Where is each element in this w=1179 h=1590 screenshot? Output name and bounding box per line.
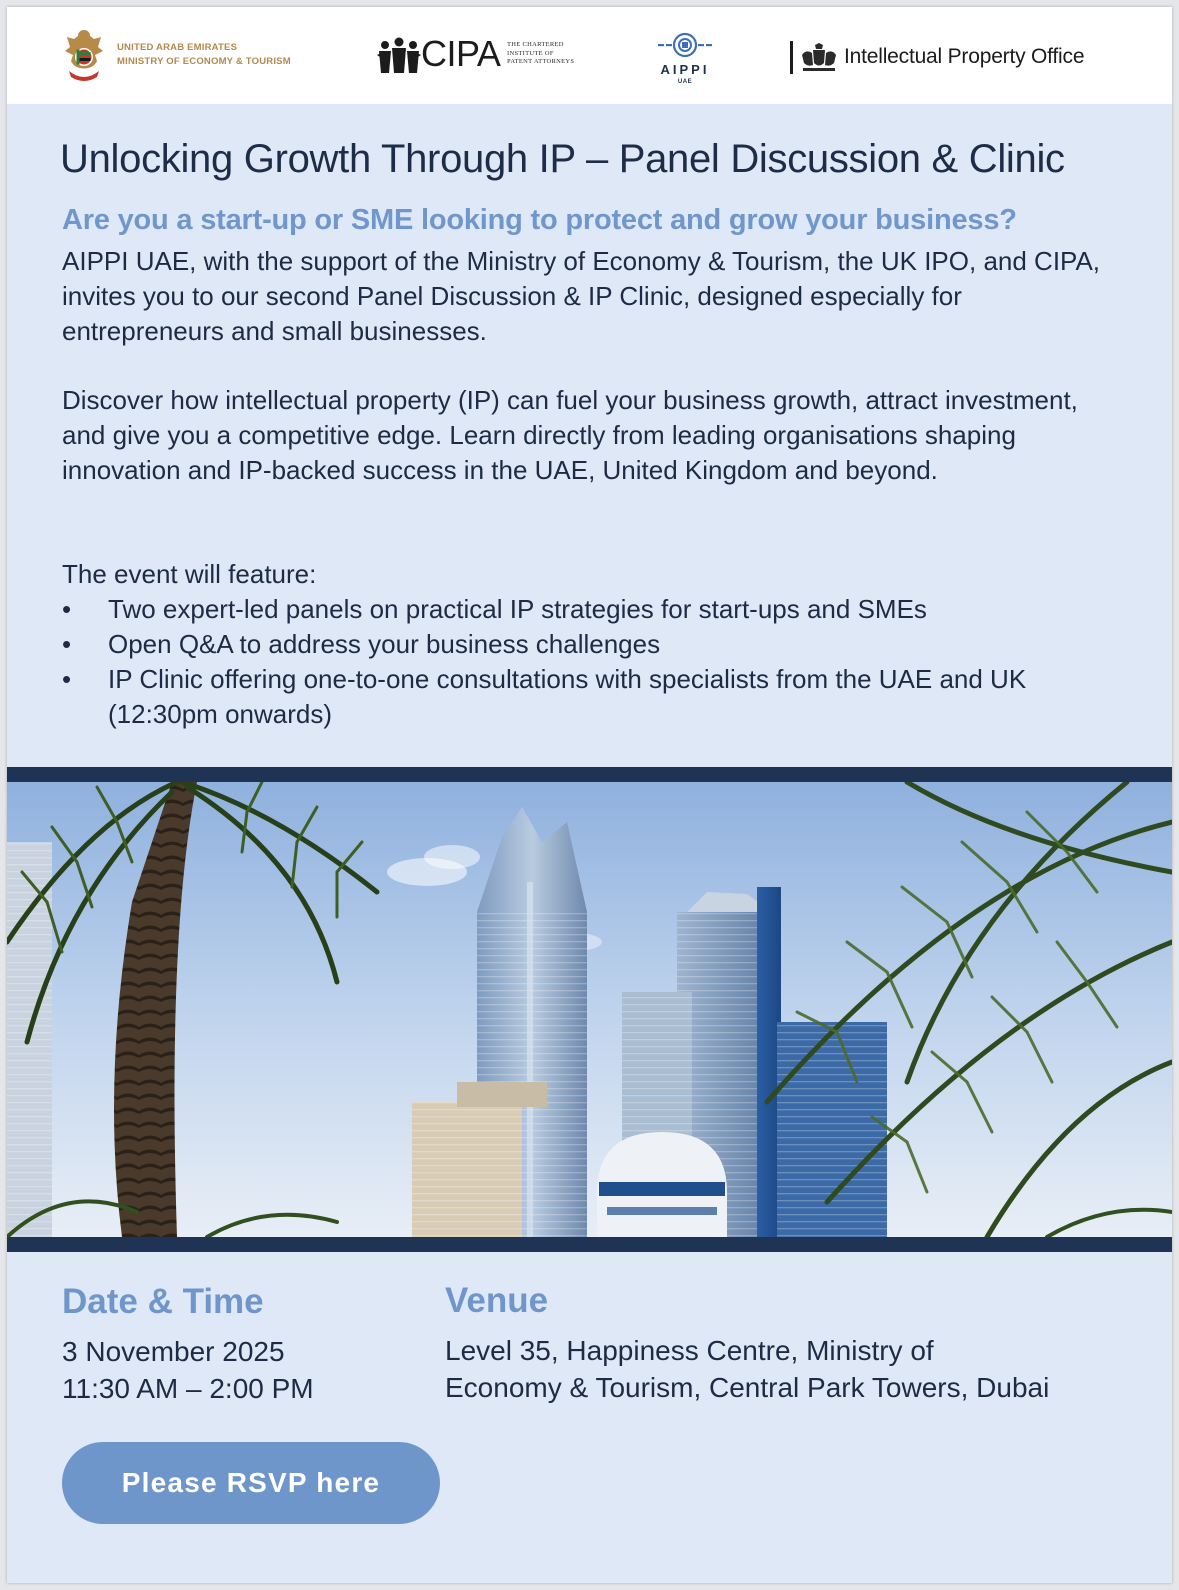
uae-line-2: MINISTRY OF ECONOMY & TOURISM xyxy=(117,56,291,67)
bullet-icon: • xyxy=(62,664,72,694)
feature-text: Two expert-led panels on practical IP strategies for start-ups and SMEs xyxy=(108,594,927,624)
bullet-icon: • xyxy=(62,594,72,624)
ipo-divider xyxy=(790,41,793,74)
ipo-name: Intellectual Property Office xyxy=(844,45,1085,68)
invitation-card xyxy=(7,7,1172,1583)
ipo-logo xyxy=(790,41,1120,75)
aippi-logo xyxy=(649,31,719,91)
rsvp-button[interactable]: Please RSVP here xyxy=(62,1442,440,1524)
feature-item xyxy=(62,592,1102,627)
feature-item xyxy=(62,627,1102,662)
cipa-wordmark: CIPA xyxy=(421,33,501,74)
feature-text: IP Clinic offering one-to-one consultations with specialists from the UAE and UK (12:30pm onwards) xyxy=(108,664,1027,729)
falcon-emblem-icon xyxy=(61,27,107,85)
uae-ministry-name xyxy=(117,41,291,69)
aippi-wordmark: AIPPI xyxy=(660,62,710,77)
cipa-sub-line-3: PATENT ATTORNEYS xyxy=(507,58,575,65)
logo-bar xyxy=(7,7,1172,104)
dubai-skyline-photo xyxy=(7,782,1172,1237)
features-list xyxy=(62,592,1102,732)
cipa-subtitle xyxy=(507,41,574,67)
intro-paragraph: AIPPI UAE, with the support of the Ministry of Economy & Tourism, the UK IPO, and CIPA, invites you to our second Panel Discussion & IP Clinic, designed especially for entrepreneurs and small businesses. xyxy=(62,246,1101,346)
uae-line-1: UNITED ARAB EMIRATES xyxy=(117,42,238,53)
feature-item xyxy=(62,662,1102,732)
cipa-sub-line-1: THE CHARTERED xyxy=(507,41,564,48)
cipa-logo xyxy=(377,35,587,79)
subtitle: Are you a start-up or SME looking to protect and grow your business? xyxy=(62,204,1017,236)
royal-crest-icon xyxy=(800,43,838,73)
venue-heading: Venue xyxy=(445,1281,549,1320)
uae-ministry-logo xyxy=(61,27,311,87)
venue-line-2: Economy & Tourism, Central Park Towers, Dubai xyxy=(445,1372,1050,1403)
event-date: 3 November 2025 xyxy=(62,1336,285,1367)
discover-paragraph: Discover how intellectual property (IP) can fuel your business growth, attract investment, and give you a competitive edge. Learn directly from leading organisations shaping innovation and IP-backed success in the UAE, United Kingdom and beyond. xyxy=(62,385,1078,485)
cipa-figures-icon xyxy=(377,35,421,75)
cipa-sub-line-2: INSTITUTE OF xyxy=(507,49,554,57)
bullet-icon: • xyxy=(62,629,72,659)
feature-text: Open Q&A to address your business challenges xyxy=(108,629,661,659)
photo-band xyxy=(7,767,1172,1252)
aippi-globe-icon xyxy=(655,31,715,61)
event-time: 11:30 AM – 2:00 PM xyxy=(62,1373,314,1404)
page-title: Unlocking Growth Through IP – Panel Discussion & Clinic xyxy=(60,137,1065,181)
venue-line-1: Level 35, Happiness Centre, Ministry of xyxy=(445,1335,934,1366)
aippi-subtitle: UAE xyxy=(677,79,693,85)
date-time-heading: Date & Time xyxy=(62,1282,264,1321)
features-intro: The event will feature: xyxy=(62,559,317,589)
